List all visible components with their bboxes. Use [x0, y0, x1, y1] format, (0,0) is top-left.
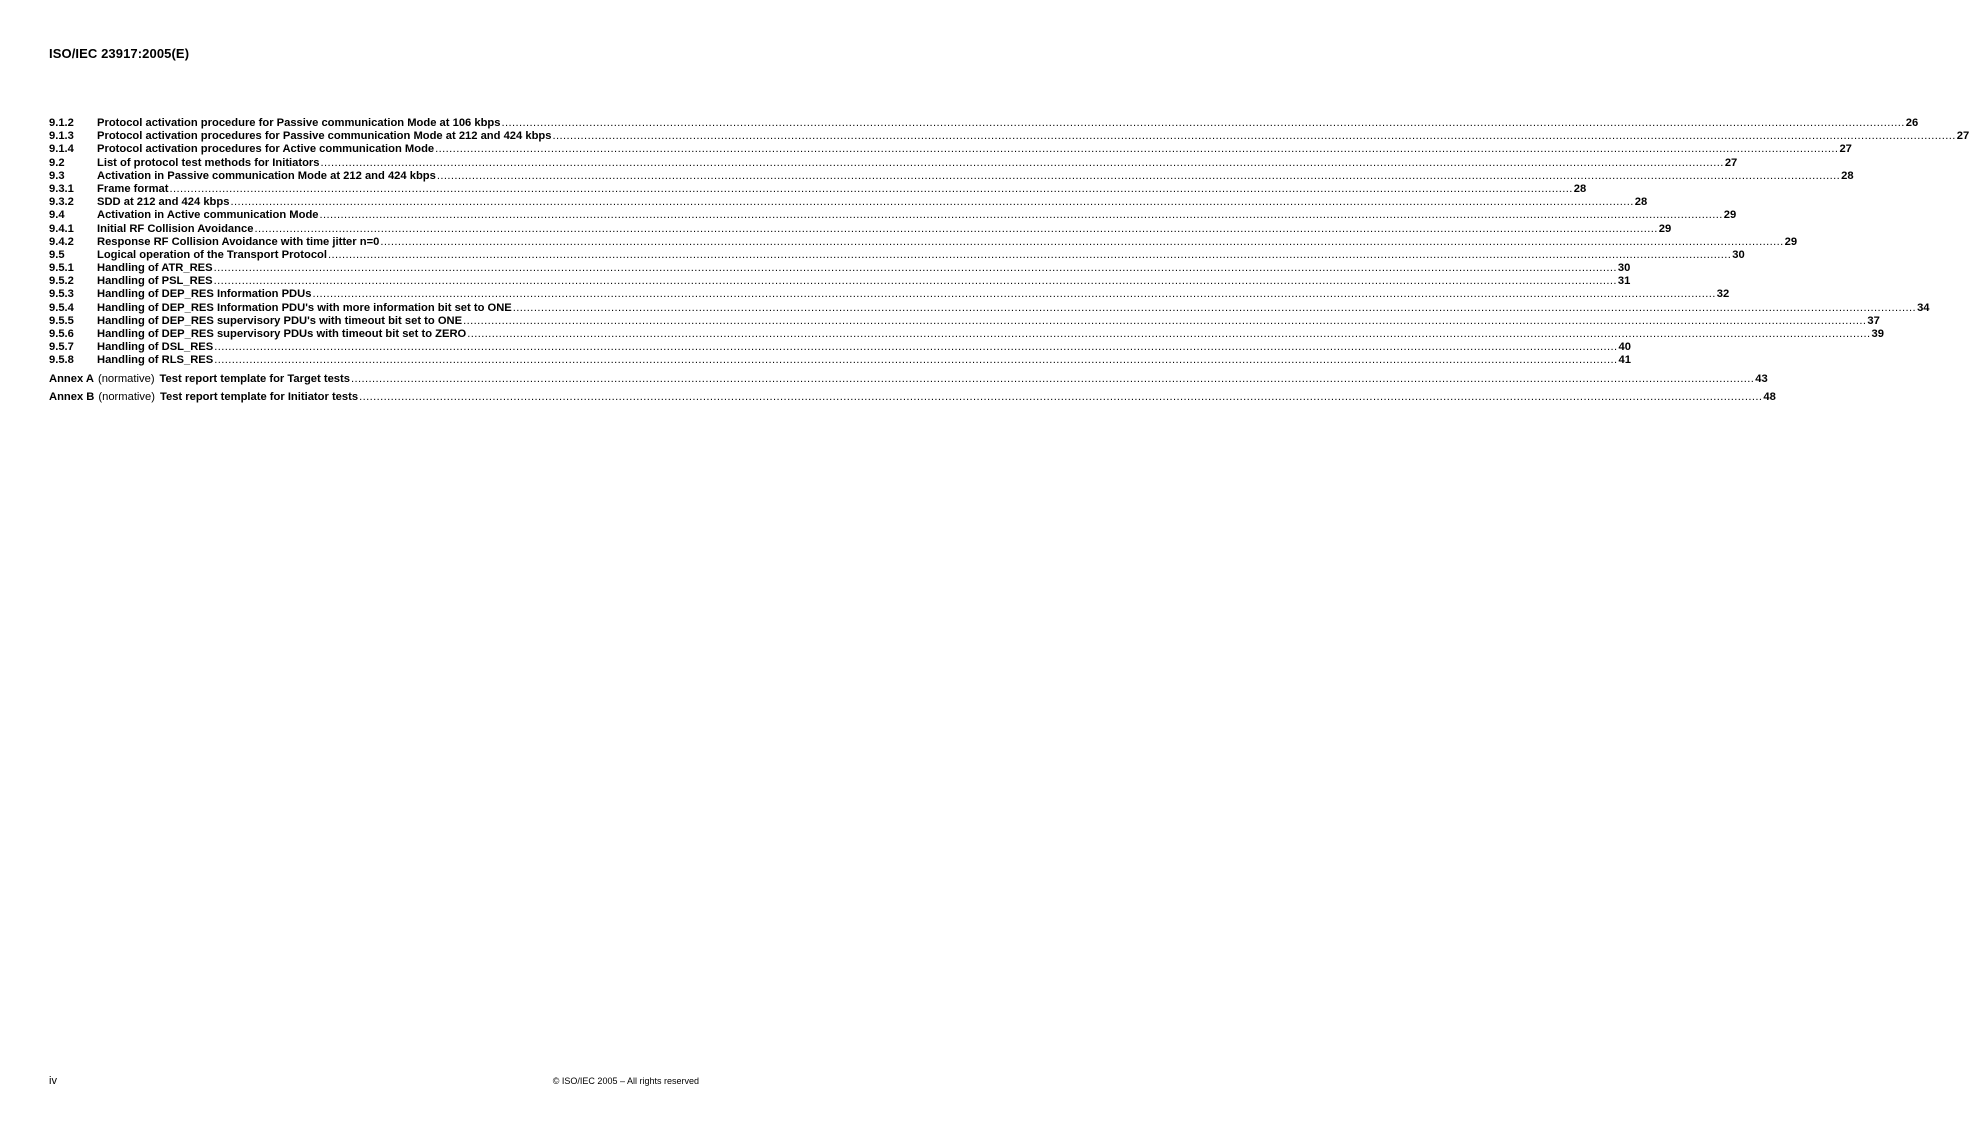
toc-entry-page: 28 — [1634, 196, 1648, 209]
annex-normative-label: (normative) — [97, 372, 155, 385]
toc-entry-number: 9.2 — [49, 156, 65, 169]
toc-entry-page: 27 — [1724, 156, 1738, 169]
dot-leader: ................................................................................................................................................................................................................................................................................................................................................................................................................ — [230, 196, 1634, 209]
toc-entry-title: Handling of DEP_RES Information PDU's with more information bit set to ONE — [97, 301, 512, 314]
dot-leader: ................................................................................................................................................................................................................................................................................................................................................................................................................ — [254, 222, 1658, 235]
toc-annex-entry[interactable] — [49, 390, 1776, 404]
toc-entry-title: Handling of DSL_RES — [97, 341, 214, 354]
toc-entry-number: 9.5.6 — [49, 328, 74, 340]
toc-entry[interactable] — [49, 182, 1587, 196]
dot-leader: ................................................................................................................................................................................................................................................................................................................................................................................................................ — [213, 275, 1617, 288]
annex-title: Test report template for Initiator tests — [159, 390, 359, 403]
toc-entry[interactable] — [49, 156, 1738, 170]
dot-leader: ................................................................................................................................................................................................................................................................................................................................................................................................................ — [435, 143, 1839, 156]
toc-entry-title: Frame format — [97, 182, 169, 195]
toc-entry-title: Handling of ATR_RES — [97, 262, 213, 275]
toc-entry-title: Initial RF Collision Avoidance — [97, 222, 254, 235]
toc-entry-number: 9.3.2 — [49, 196, 74, 209]
dot-leader: ................................................................................................................................................................................................................................................................................................................................................................................................................ — [380, 235, 1784, 248]
dot-leader: ................................................................................................................................................................................................................................................................................................................................................................................................................ — [467, 328, 1871, 340]
toc-entry-page: 41 — [1618, 354, 1631, 367]
annex-title: Test report template for Target tests — [159, 372, 350, 385]
toc-entry[interactable] — [49, 314, 1880, 328]
toc-entry[interactable] — [49, 301, 1930, 315]
toc-entry-number: 9.4.1 — [49, 222, 74, 235]
toc-entry-number: 9.5 — [49, 248, 65, 261]
toc-entry[interactable] — [49, 235, 1798, 249]
toc-entry-page: 39 — [1871, 328, 1884, 340]
toc-entry[interactable] — [49, 262, 1631, 275]
toc-entry-number: 9.4 — [49, 209, 65, 222]
toc-entry-number: 9.5.5 — [49, 314, 74, 327]
toc-entry-page: 34 — [1917, 301, 1930, 314]
footer-copyright: © ISO/IEC 2005 – All rights reserved — [552, 1076, 699, 1086]
toc-entry-page: 28 — [1573, 182, 1587, 195]
toc-entry[interactable] — [49, 169, 1854, 183]
toc-entry-title: Handling of PSL_RES — [97, 275, 213, 288]
toc-entry-page: 27 — [1956, 130, 1969, 143]
toc-entry-title: Handling of DEP_RES Information PDUs — [97, 288, 312, 301]
toc-entry-page: 30 — [1617, 262, 1631, 275]
toc-entry[interactable] — [49, 117, 1919, 130]
toc-entry-page: 27 — [1839, 143, 1852, 156]
toc-entry[interactable] — [49, 209, 1737, 222]
toc-entry-number: 9.5.8 — [49, 354, 74, 367]
toc-entry[interactable] — [49, 288, 1730, 301]
toc-entry-number: 9.5.4 — [49, 301, 74, 314]
toc-entry-title: List of protocol test methods for Initiators — [97, 156, 320, 169]
dot-leader: ................................................................................................................................................................................................................................................................................................................................................................................................................ — [327, 248, 1732, 261]
toc-entry-page: 29 — [1784, 235, 1798, 248]
toc-entry-title: Protocol activation procedure for Passive communication Mode at 106 kbps — [97, 117, 501, 129]
toc-entry-number: 9.3.1 — [49, 182, 74, 195]
toc-entry[interactable] — [49, 248, 1745, 262]
toc-entry-title: Handling of DEP_RES supervisory PDUs with timeout bit set to ZERO — [97, 328, 467, 340]
annex-label: Annex A — [49, 372, 94, 385]
dot-leader: ................................................................................................................................................................................................................................................................................................................................................................................................................ — [319, 209, 1723, 222]
toc-entry-number: 9.3 — [49, 169, 65, 182]
toc-entry-number: 9.5.3 — [49, 288, 74, 301]
annex-label: Annex B — [49, 390, 95, 403]
toc-entry[interactable] — [49, 222, 1672, 236]
toc-entry-page: 28 — [1841, 169, 1854, 182]
dot-leader: ................................................................................................................................................................................................................................................................................................................................................................................................................ — [320, 156, 1724, 169]
toc-entry-number: 9.5.2 — [49, 275, 74, 288]
document-id-header: ISO/IEC 23917:2005(E) — [49, 46, 190, 61]
toc-entry-title: Protocol activation procedures for Active communication Mode — [97, 143, 435, 156]
dot-leader: ................................................................................................................................................................................................................................................................................................................................................................................................................ — [312, 288, 1716, 301]
dot-leader: ................................................................................................................................................................................................................................................................................................................................................................................................................ — [213, 262, 1617, 275]
toc-entry[interactable] — [49, 275, 1631, 288]
toc-entry-number: 9.1.2 — [49, 117, 74, 129]
toc-entry-title: Response RF Collision Avoidance with time jitter n=0 — [97, 235, 380, 248]
dot-leader: ................................................................................................................................................................................................................................................................................................................................................................................................................ — [350, 372, 1755, 385]
dot-leader: ................................................................................................................................................................................................................................................................................................................................................................................................................ — [552, 130, 1956, 143]
toc-entry-number: 9.4.2 — [49, 235, 74, 248]
toc-entry-page: 26 — [1905, 117, 1919, 129]
toc-entry[interactable] — [49, 196, 1648, 209]
toc-entry[interactable] — [49, 341, 1631, 354]
annex-page: 48 — [1763, 390, 1776, 403]
toc-annex-entry[interactable] — [49, 372, 1768, 386]
toc-entry-page: 30 — [1732, 248, 1745, 261]
toc-entry-page: 40 — [1618, 341, 1631, 354]
toc-entry-page: 29 — [1658, 222, 1672, 235]
dot-leader: ................................................................................................................................................................................................................................................................................................................................................................................................................ — [169, 182, 1573, 195]
toc-entry-page: 32 — [1716, 288, 1730, 301]
toc-entry-title: Activation in Active communication Mode — [97, 209, 319, 222]
annex-page: 43 — [1755, 372, 1768, 385]
toc-entry-page: 29 — [1723, 209, 1737, 222]
toc-entry-number: 9.1.4 — [49, 143, 74, 156]
toc-entry-title: Handling of RLS_RES — [97, 354, 214, 367]
toc-entry-title: Handling of DEP_RES supervisory PDU's with timeout bit set to ONE — [97, 314, 463, 327]
table-of-contents — [49, 117, 1969, 404]
toc-entry-title: Protocol activation procedures for Passive communication Mode at 212 and 424 kbps — [97, 130, 552, 143]
dot-leader: ................................................................................................................................................................................................................................................................................................................................................................................................................ — [512, 301, 1917, 314]
toc-entry-number: 9.5.1 — [49, 262, 74, 275]
toc-entry-page: 37 — [1867, 314, 1880, 327]
dot-leader: ................................................................................................................................................................................................................................................................................................................................................................................................................ — [359, 390, 1763, 403]
toc-entry[interactable] — [49, 143, 1852, 156]
toc-entry[interactable] — [49, 130, 1969, 143]
dot-leader: ................................................................................................................................................................................................................................................................................................................................................................................................................ — [463, 314, 1867, 327]
annex-normative-label: (normative) — [98, 390, 155, 403]
toc-entry[interactable] — [49, 354, 1631, 367]
dot-leader: ................................................................................................................................................................................................................................................................................................................................................................................................................ — [214, 341, 1618, 354]
toc-entry[interactable] — [49, 328, 1884, 341]
dot-leader: ................................................................................................................................................................................................................................................................................................................................................................................................................ — [436, 169, 1841, 182]
toc-entry-title: SDD at 212 and 424 kbps — [97, 196, 230, 209]
dot-leader: ................................................................................................................................................................................................................................................................................................................................................................................................................ — [501, 117, 1905, 129]
toc-entry-title: Activation in Passive communication Mode at 212 and 424 kbps — [97, 169, 436, 182]
footer-page-number: iv — [49, 1075, 57, 1087]
toc-entry-number: 9.1.3 — [49, 130, 74, 143]
toc-entry-number: 9.5.7 — [49, 341, 74, 354]
dot-leader: ................................................................................................................................................................................................................................................................................................................................................................................................................ — [214, 354, 1618, 367]
toc-entry-title: Logical operation of the Transport Protocol — [97, 248, 327, 261]
toc-entry-page: 31 — [1617, 275, 1631, 288]
